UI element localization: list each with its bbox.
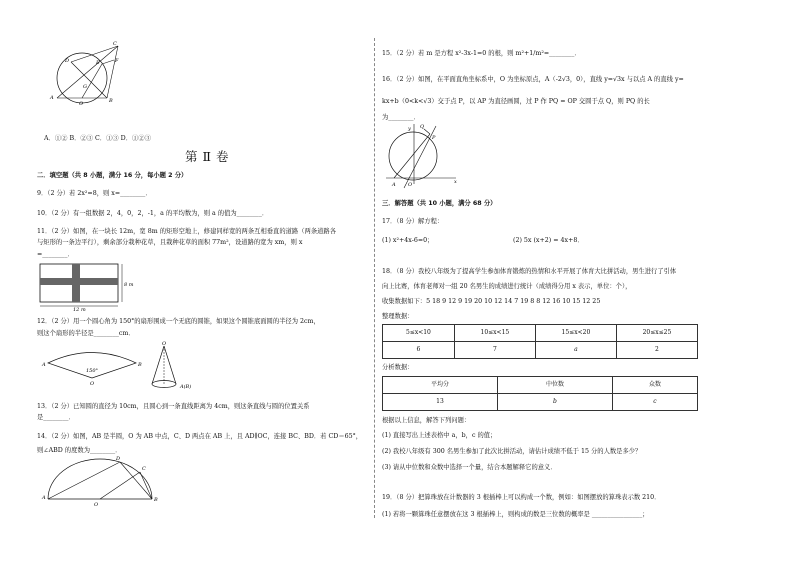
- label-F: F: [115, 58, 119, 64]
- question-18-part2: (2) 我校八年级有 300 名男生参加了此次比拼活动，请估计成绩不低于 15 分的人数是多少？: [382, 448, 642, 455]
- question-18-line3: 收集数据如下：5 18 9 12 9 19 20 10 12 14 7 19 8 8 12 16 10 15 12 25: [382, 298, 601, 305]
- table-cell: c: [612, 394, 697, 411]
- table-header-cell: 众数: [612, 377, 697, 394]
- question-18-prompt: 根据以上信息，解答下列问题：: [382, 417, 471, 424]
- table-cell: 7: [454, 342, 535, 359]
- line-AP: [394, 134, 430, 178]
- question-18-line1: 18．（8 分）我校八年级为了提高学生参加体育锻炼的热情和水平开展了体育大比拼活动，男生进行了引体: [382, 268, 677, 275]
- cone-figure: [150, 340, 200, 400]
- label-O: O: [79, 101, 84, 107]
- question-10: 10．（2 分）有一组数据 2，4，0，2，-1，a 的平均数为，则 a 的值为________．: [37, 210, 269, 217]
- dimension-12m: 12 m: [73, 307, 86, 313]
- label-D: D: [65, 58, 70, 64]
- table-cell: 6: [383, 342, 455, 359]
- table-header-cell: 10≤x<15: [454, 325, 535, 342]
- question-19-line1: 19．（8 分）把算珠放在计数器的 3 根插棒上可以构成一个数，例如：如图摆放的算珠表示数 210．: [382, 494, 661, 501]
- question-18-line2: 向上比赛，体育老师对一组 20 名男生的成绩进行统计（成绩得分用 x 表示，单位：个），: [382, 283, 632, 290]
- label-cone-O: O: [162, 341, 167, 347]
- label-C: C: [142, 466, 146, 472]
- label-A: A: [392, 182, 396, 188]
- question-14-line2: 则∠ABD 的度数为________．: [37, 447, 122, 454]
- section-2-header: 二．填空题（共 8 小题，满分 16 分，每小题 2 分）: [37, 172, 188, 179]
- semicircle-figure: [44, 455, 164, 507]
- table-header-cell: 15≤x<20: [535, 325, 616, 342]
- segment-OC: [100, 472, 140, 499]
- question-18-part1: (1) 直接写出上述表格中 a，b，c 的值；: [382, 432, 497, 439]
- coordinate-circle-figure: [384, 120, 474, 190]
- segment-PQ: [424, 129, 430, 134]
- label-B: B: [154, 497, 158, 503]
- table-cell: 2: [616, 342, 697, 359]
- table2-label: 分析数据：: [382, 364, 414, 371]
- apq-circle: [389, 132, 437, 180]
- sector-figure: [44, 348, 154, 388]
- table-cell: 13: [383, 394, 498, 411]
- table-header-cell: 5≤x<10: [383, 325, 455, 342]
- label-O: O: [94, 502, 99, 508]
- question-11-line2: 与矩形的一条边平行），剩余部分栽种花草，且栽种花草的面积 77m²，设道路的宽为 xm，则 x: [37, 239, 303, 246]
- label-y: y: [408, 126, 411, 132]
- question-14-line1: 14．（2 分）如图，AB 是半圆，O 为 AB 中点，C、D 两点在 AB 上，且 AD∥OC，连接 BC、BD．若 CD＝65°，: [37, 433, 363, 440]
- chord-AD: [48, 462, 120, 499]
- question-9: 9．（2 分）若 2x²=8，则 x=________．: [37, 190, 152, 197]
- label-Q: Q: [420, 124, 425, 130]
- question-12-line2: 则这个扇形的半径是________cm．: [37, 330, 135, 337]
- label-D: D: [116, 456, 121, 462]
- fig-line: [71, 62, 107, 98]
- question-17-part2: (2) 5x (x+2) = 4x+8．: [513, 237, 584, 244]
- label-A: A: [42, 495, 46, 501]
- dimension-8m: 8 m: [124, 282, 134, 288]
- question-16-line2: kx+b（0<k<√3）交于点 P，以 AP 为直径画圆，过 P 作 PQ = OP 交圆于点 Q，则 PQ 的长: [382, 98, 650, 105]
- label-O: O: [408, 182, 413, 188]
- part-title: 第Ⅱ卷: [185, 149, 234, 164]
- road-vertical: [72, 264, 80, 302]
- frequency-table: [382, 324, 698, 359]
- label-P: P: [432, 135, 436, 141]
- question-18-part3: (3) 请从中位数和众数中选择一个量，结合本题解释它的意义．: [382, 464, 557, 471]
- sector-angle: 150°: [86, 368, 99, 374]
- question-11-line3: =________．: [37, 251, 74, 258]
- cone-side: [164, 346, 176, 384]
- chord-BD: [120, 462, 152, 499]
- label-A: A: [50, 95, 54, 101]
- cone-side: [152, 346, 164, 384]
- table-cell: a: [535, 342, 616, 359]
- statistics-table: [382, 376, 698, 411]
- question-19-part1: (1) 若将一颗算珠任意摆放在这 3 根插棒上，则构成的数是三位数的概率是 ________________；: [382, 511, 649, 518]
- circle-tangent-figure: [44, 40, 134, 110]
- semicircle-arc: [48, 459, 152, 499]
- label-x: x: [454, 179, 457, 185]
- table-header-cell: 20≤x≤25: [616, 325, 697, 342]
- question-15: 15．（2 分）若 m 是方程 x²-3x-1=0 的根，则 m²+1/m²=________．: [382, 50, 581, 57]
- table-header-cell: 中位数: [497, 377, 612, 394]
- label-G: G: [83, 84, 87, 90]
- question-13-line2: 是________．: [37, 414, 75, 421]
- previous-question-options: A．①② B．②③ C．①③ D．①②③: [44, 135, 151, 142]
- label-E: E: [96, 60, 100, 66]
- fig-line: [71, 46, 118, 62]
- question-17: 17．（8 分）解方程：: [382, 218, 444, 225]
- section-3-header: 三．解答题（共 10 小题，满分 68 分）: [382, 200, 497, 207]
- table-cell: b: [497, 394, 612, 411]
- question-16-line3: 为________．: [382, 114, 420, 121]
- label-O: O: [90, 381, 95, 387]
- road-rectangle-figure: [40, 264, 150, 314]
- question-13-line1: 13．（2 分）已知圆的直径为 10cm，且圆心到一条直线距离为 4cm，则这条直线与圆的位置关系: [37, 403, 310, 410]
- table-row: [383, 342, 698, 359]
- question-11-line1: 11．（2 分）如图，在一块长 12m，宽 8m 的矩形空地上，修建同样宽的两条互相垂直的道路（两条道路各: [37, 228, 337, 235]
- question-17-part1: (1) x²+4x-6=0；: [382, 237, 434, 244]
- table-row: [383, 394, 698, 411]
- label-B: B: [109, 98, 113, 104]
- fig-line: [82, 64, 102, 98]
- table-row: [383, 377, 698, 394]
- label-A: A: [42, 362, 46, 368]
- sector-shape: [48, 353, 136, 379]
- label-B: B: [138, 362, 142, 368]
- column-divider: [374, 38, 375, 518]
- label-C: C: [113, 41, 117, 47]
- question-16-line1: 16．（2 分）如图，在平面直角坐标系中，O 为坐标原点，A（-2√3，0），直线 y=√3x 与以点 A 的直线 y=: [382, 76, 684, 83]
- label-cone-base: A(B): [180, 384, 192, 390]
- table1-label: 整理数据：: [382, 313, 414, 320]
- question-12-line1: 12．（2 分）用一个圆心角为 150°的扇形围成一个无底的圆锥，如果这个圆锥底面圆的半径为 2cm，: [37, 318, 320, 325]
- table-row: [383, 325, 698, 342]
- fig-line: [102, 60, 114, 64]
- table-header-cell: 平均分: [383, 377, 498, 394]
- chord-BC: [140, 472, 152, 499]
